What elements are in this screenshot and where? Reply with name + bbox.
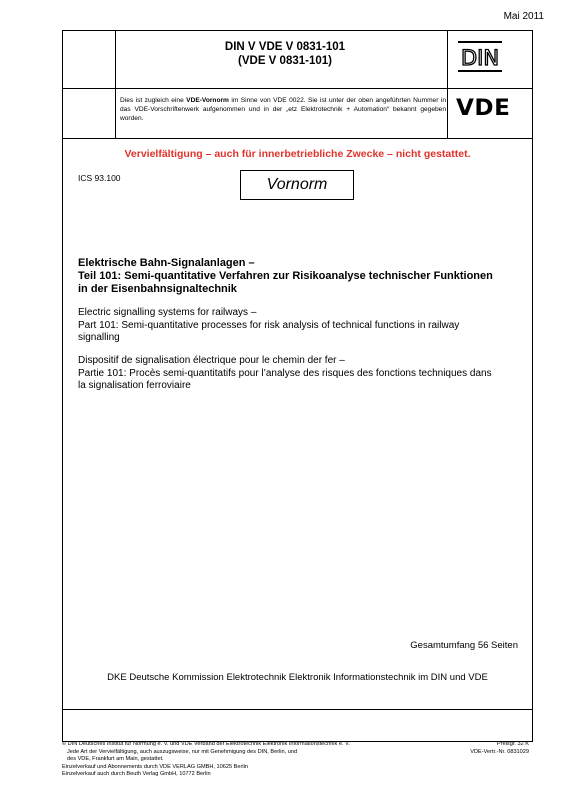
document-number-line: (VDE V 0831-101) xyxy=(238,55,332,67)
document-number xyxy=(120,40,450,68)
title-line: Dispositif de signalisation électrique pour le chemin der fer – xyxy=(78,355,345,366)
footer-line: des VDE, Frankfurt am Main, gestattet. xyxy=(67,756,164,762)
copyright-footer xyxy=(62,741,422,779)
title-french xyxy=(78,355,518,393)
title-line: signalling xyxy=(78,332,120,343)
title-line: Partie 101: Procès semi-quantitatifs pour l’analyse des risques des fonctions techniques dans xyxy=(78,367,492,379)
din-logo xyxy=(457,40,503,74)
divider xyxy=(62,138,533,139)
title-line: la signalisation ferroviaire xyxy=(78,380,191,391)
dke-line: DKE Deutsche Kommission Elektrotechnik Elektronik Informationstechnik im DIN und VDE xyxy=(107,672,488,683)
title-german xyxy=(78,257,518,296)
footer-line: Jede Art der Vervielfältigung, auch auszugsweise, nur mit Genehmigung des DIN, Berlin, und xyxy=(67,748,298,755)
vde-note-bold: VDE-Vornorm xyxy=(186,97,229,104)
column-divider xyxy=(115,30,116,138)
footer-line: © DIN Deutsches Institut für Normung e. V. und VDE Verband der Elektrotechnik Elektronik Informationstechnik e. V. xyxy=(62,741,350,747)
ics-code: ICS 93.100 xyxy=(78,173,121,183)
document-type-box: Vornorm xyxy=(240,170,354,200)
title-line: Teil 101: Semi-quantitative Verfahren zur Risikoanalyse technischer Funktionen xyxy=(78,270,493,282)
title-line: Elektrische Bahn-Signalanlagen – xyxy=(78,257,255,269)
total-pages: Gesamtumfang 56 Seiten xyxy=(410,640,518,651)
title-english xyxy=(78,307,518,345)
divider xyxy=(62,709,533,710)
reproduction-notice: Vervielfältigung – auch für innerbetriebliche Zwecke – nicht gestattet. xyxy=(124,148,471,160)
title-line: Electric signalling systems for railways – xyxy=(78,307,257,318)
vde-note xyxy=(120,96,446,123)
din-logo-text: DIN xyxy=(460,46,500,70)
vde-note-text: im Sinne von VDE 0022. Sie ist unter der oben angeführten Nummer in das VDE-Vorschriftenwerk aufgenommen und in der „etz Elektrotechnik + Automation“ bekannt gegeben worden. xyxy=(120,97,446,122)
vde-logo: VDE xyxy=(456,96,511,121)
title-line: Part 101: Semi-quantitative processes for risk analysis of technical functions in railway xyxy=(78,319,460,331)
footer-line: Einzelverkauf und Abonnements durch VDE VERLAG GMBH, 10625 Berlin xyxy=(62,763,248,770)
document-number-line: DIN V VDE V 0831-101 xyxy=(224,41,346,53)
divider xyxy=(62,88,533,89)
price-group: Preisgr. 32 K xyxy=(496,741,529,747)
vde-note-text: Dies ist zugleich eine xyxy=(120,97,187,104)
vde-order-number: VDE-Vertr.-Nr. 0831029 xyxy=(470,748,529,755)
price-footer xyxy=(470,741,529,756)
title-line: in der Eisenbahnsignaltechnik xyxy=(78,283,237,295)
footer-line: Einzelverkauf auch durch Beuth Verlag GmbH, 10772 Berlin xyxy=(62,771,211,777)
issue-date: Mai 2011 xyxy=(503,11,544,22)
